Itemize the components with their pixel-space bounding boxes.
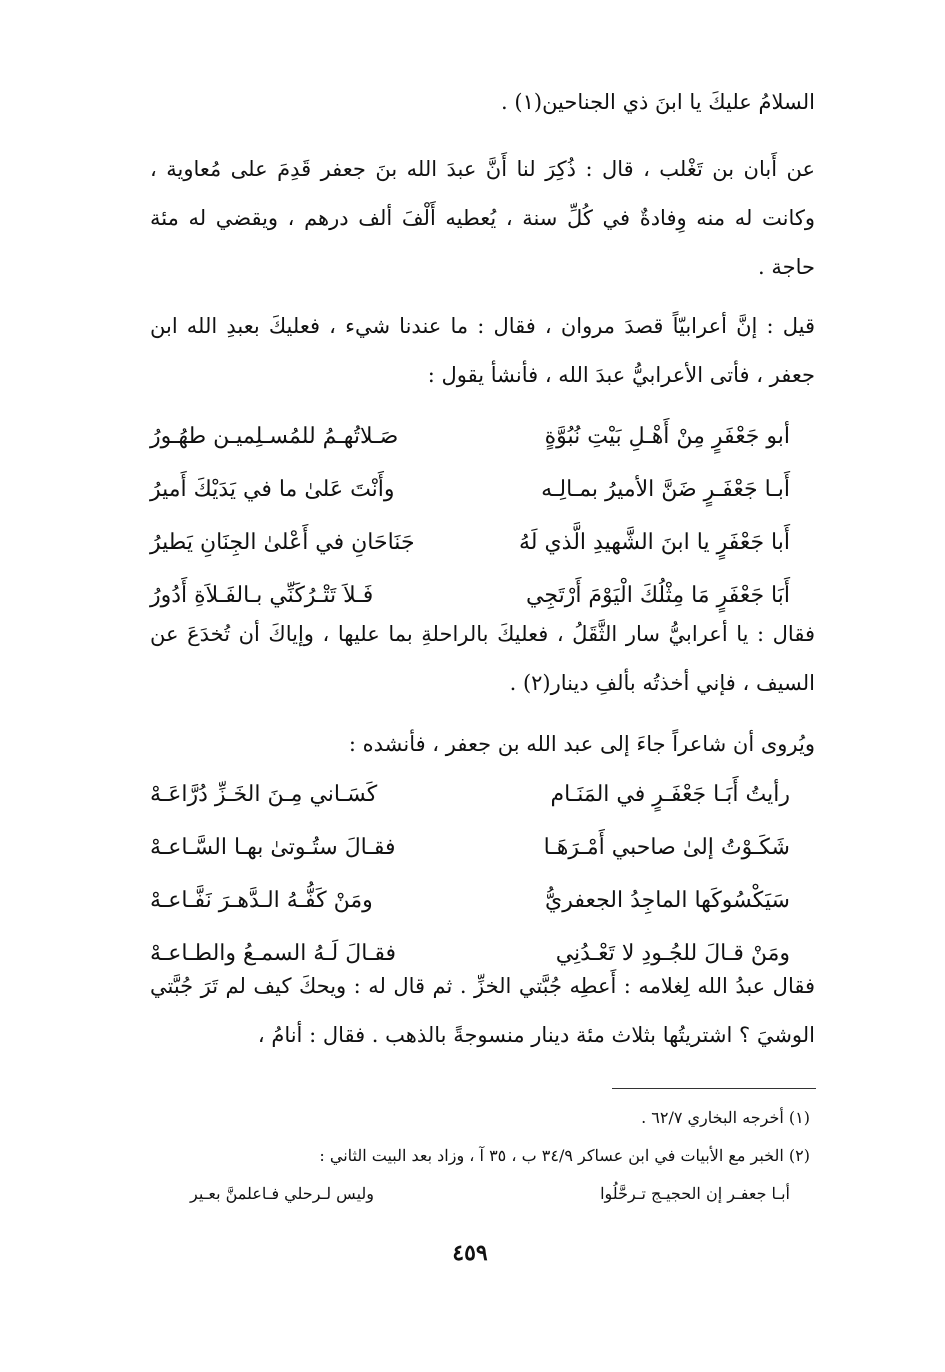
hemistich-first: شَكَـوْتُ إلىٰ صاحبي أَمْـرَهَـا bbox=[543, 835, 790, 860]
poem-line bbox=[150, 463, 790, 516]
hemistich-first: أَبا جَعْفَرٍ يا ابنَ الشَّهيدِ الَّذي لَهُ bbox=[518, 530, 790, 555]
hemistich-first: ومَنْ قـالَ للجُـودِ لا تَعْـدُنِي bbox=[555, 941, 790, 966]
paragraph-arabi: قيل : إنَّ أعرابيّاً قصدَ مروان ، فقال : ما عندنا شيء ، فعليكَ بعبدِ الله ابن جعفر ، فأتى الأعرابيُّ عبدَ الله ، فأنشأ يقول : bbox=[150, 314, 815, 387]
poem-line bbox=[150, 821, 790, 874]
hemistich-second: فَـلاَ تَتْـرُكَنِّي بـالفَـلاَةِ أَدُورُ bbox=[150, 583, 374, 608]
hemistich-first: أَبـا جَعْفَـرٍ ضَنَّ الأميرُ بمـالِـه bbox=[541, 477, 790, 502]
paragraph-ghulam: فقال عبدُ الله لِغلامه : أَعطِه جُبَّتي الخزِّ . ثم قال له : ويحكَ كيف لم تَرَ جُبَّتي الوشيَ ؟ اشتريتُها بثلاث مئة دينار منسوجةً بالذهب . فقال : أنامُ ، bbox=[150, 974, 815, 1047]
paragraph-aban: عن أَبان بن تَغْلب ، قال : ذُكِرَ لنا أَنَّ عبدَ الله بنَ جعفر قَدِمَ على مُعاوية ، وكانت له منه وِفادةٌ في كُلِّ سنة ، يُعطيه أَلْفَ ألف درهم ، ويقضي له مئة حاجة . bbox=[150, 157, 815, 279]
footnote-hemistich-second: وليس لـرحلي فـاعلمنَّ بعـير bbox=[190, 1184, 374, 1203]
footnote-2: (٢) الخبر مع الأبيات في ابن عساكر ٣٤/٩ ب ، ٣٥ آ ، وزاد بعد البيت الثاني : bbox=[319, 1146, 810, 1165]
hemistich-second: ومَنْ كَفُّـهُ الـدَّهـرَ نَفَّـاعـهْ bbox=[150, 888, 373, 913]
hemistich-second: جَنَاحَانِ في أَعْلىٰ الجِنَانِ يَطيرُ bbox=[150, 530, 415, 555]
poem-first bbox=[150, 410, 790, 622]
hemistich-second: صَـلاتُهـمُ للمُسـلِميـن طهُـورُ bbox=[150, 424, 399, 449]
hemistich-second: فقـالَ لَـهُ السمـعُ والطـاعـهْ bbox=[150, 941, 397, 966]
hemistich-first: سَيَكْسُوكَها الماجِدُ الجعفريُّ bbox=[544, 888, 790, 913]
paragraph-salam: السلامُ عليكَ يا ابنَ ذي الجناحين(١) . bbox=[501, 90, 815, 114]
paragraph-shaer: ويُروى أن شاعراً جاءَ إلى عبد الله بن جعفر ، فأنشده : bbox=[348, 732, 815, 756]
hemistich-first: أَبَا جَعْفَرٍ مَا مِثْلُكَ الْيَوْمَ أَرْتَجِي bbox=[526, 583, 790, 608]
hemistich-first: رأيتُ أَبَـا جَعْفَـرٍ في المَنَـام bbox=[550, 782, 790, 807]
poem-line bbox=[150, 768, 790, 821]
poem-second bbox=[150, 768, 790, 980]
hemistich-second: فقـالَ ستُـوتىٰ بهـا السَّـاعـهْ bbox=[150, 835, 396, 860]
page-number: ٤٥٩ bbox=[452, 1240, 488, 1266]
footnote-hemistich-first: أبـا جعفـر إن الحجيـج تـرحَّلُوا bbox=[600, 1184, 790, 1203]
hemistich-second: وأَنْتَ عَلىٰ ما في يَدَيْكَ أَميرُ bbox=[150, 477, 395, 502]
poem-line bbox=[150, 410, 790, 463]
hemistich-second: كَسَـاني مِـنَ الخَـزِّ دُرَّاعَـهْ bbox=[150, 782, 378, 807]
footnote-1: (١) أخرجه البخاري ٦٢/٧ . bbox=[641, 1108, 810, 1127]
footnote-divider bbox=[612, 1088, 816, 1089]
paragraph-reply: فقال : يا أعرابيُّ سار الثَّقَلُ ، فعليكَ بالراحلةِ بما عليها ، وإياكَ أن تُخدَعَ عن السيف ، فإني أخذتُه بألفِ دينار(٢) . bbox=[150, 622, 815, 695]
hemistich-first: أبو جَعْفَرٍ مِنْ أَهْـلِ بَيْتِ نُبُوَّةٍ bbox=[544, 424, 790, 449]
footnote-verse bbox=[190, 1184, 790, 1203]
poem-line bbox=[150, 516, 790, 569]
poem-line bbox=[150, 874, 790, 927]
